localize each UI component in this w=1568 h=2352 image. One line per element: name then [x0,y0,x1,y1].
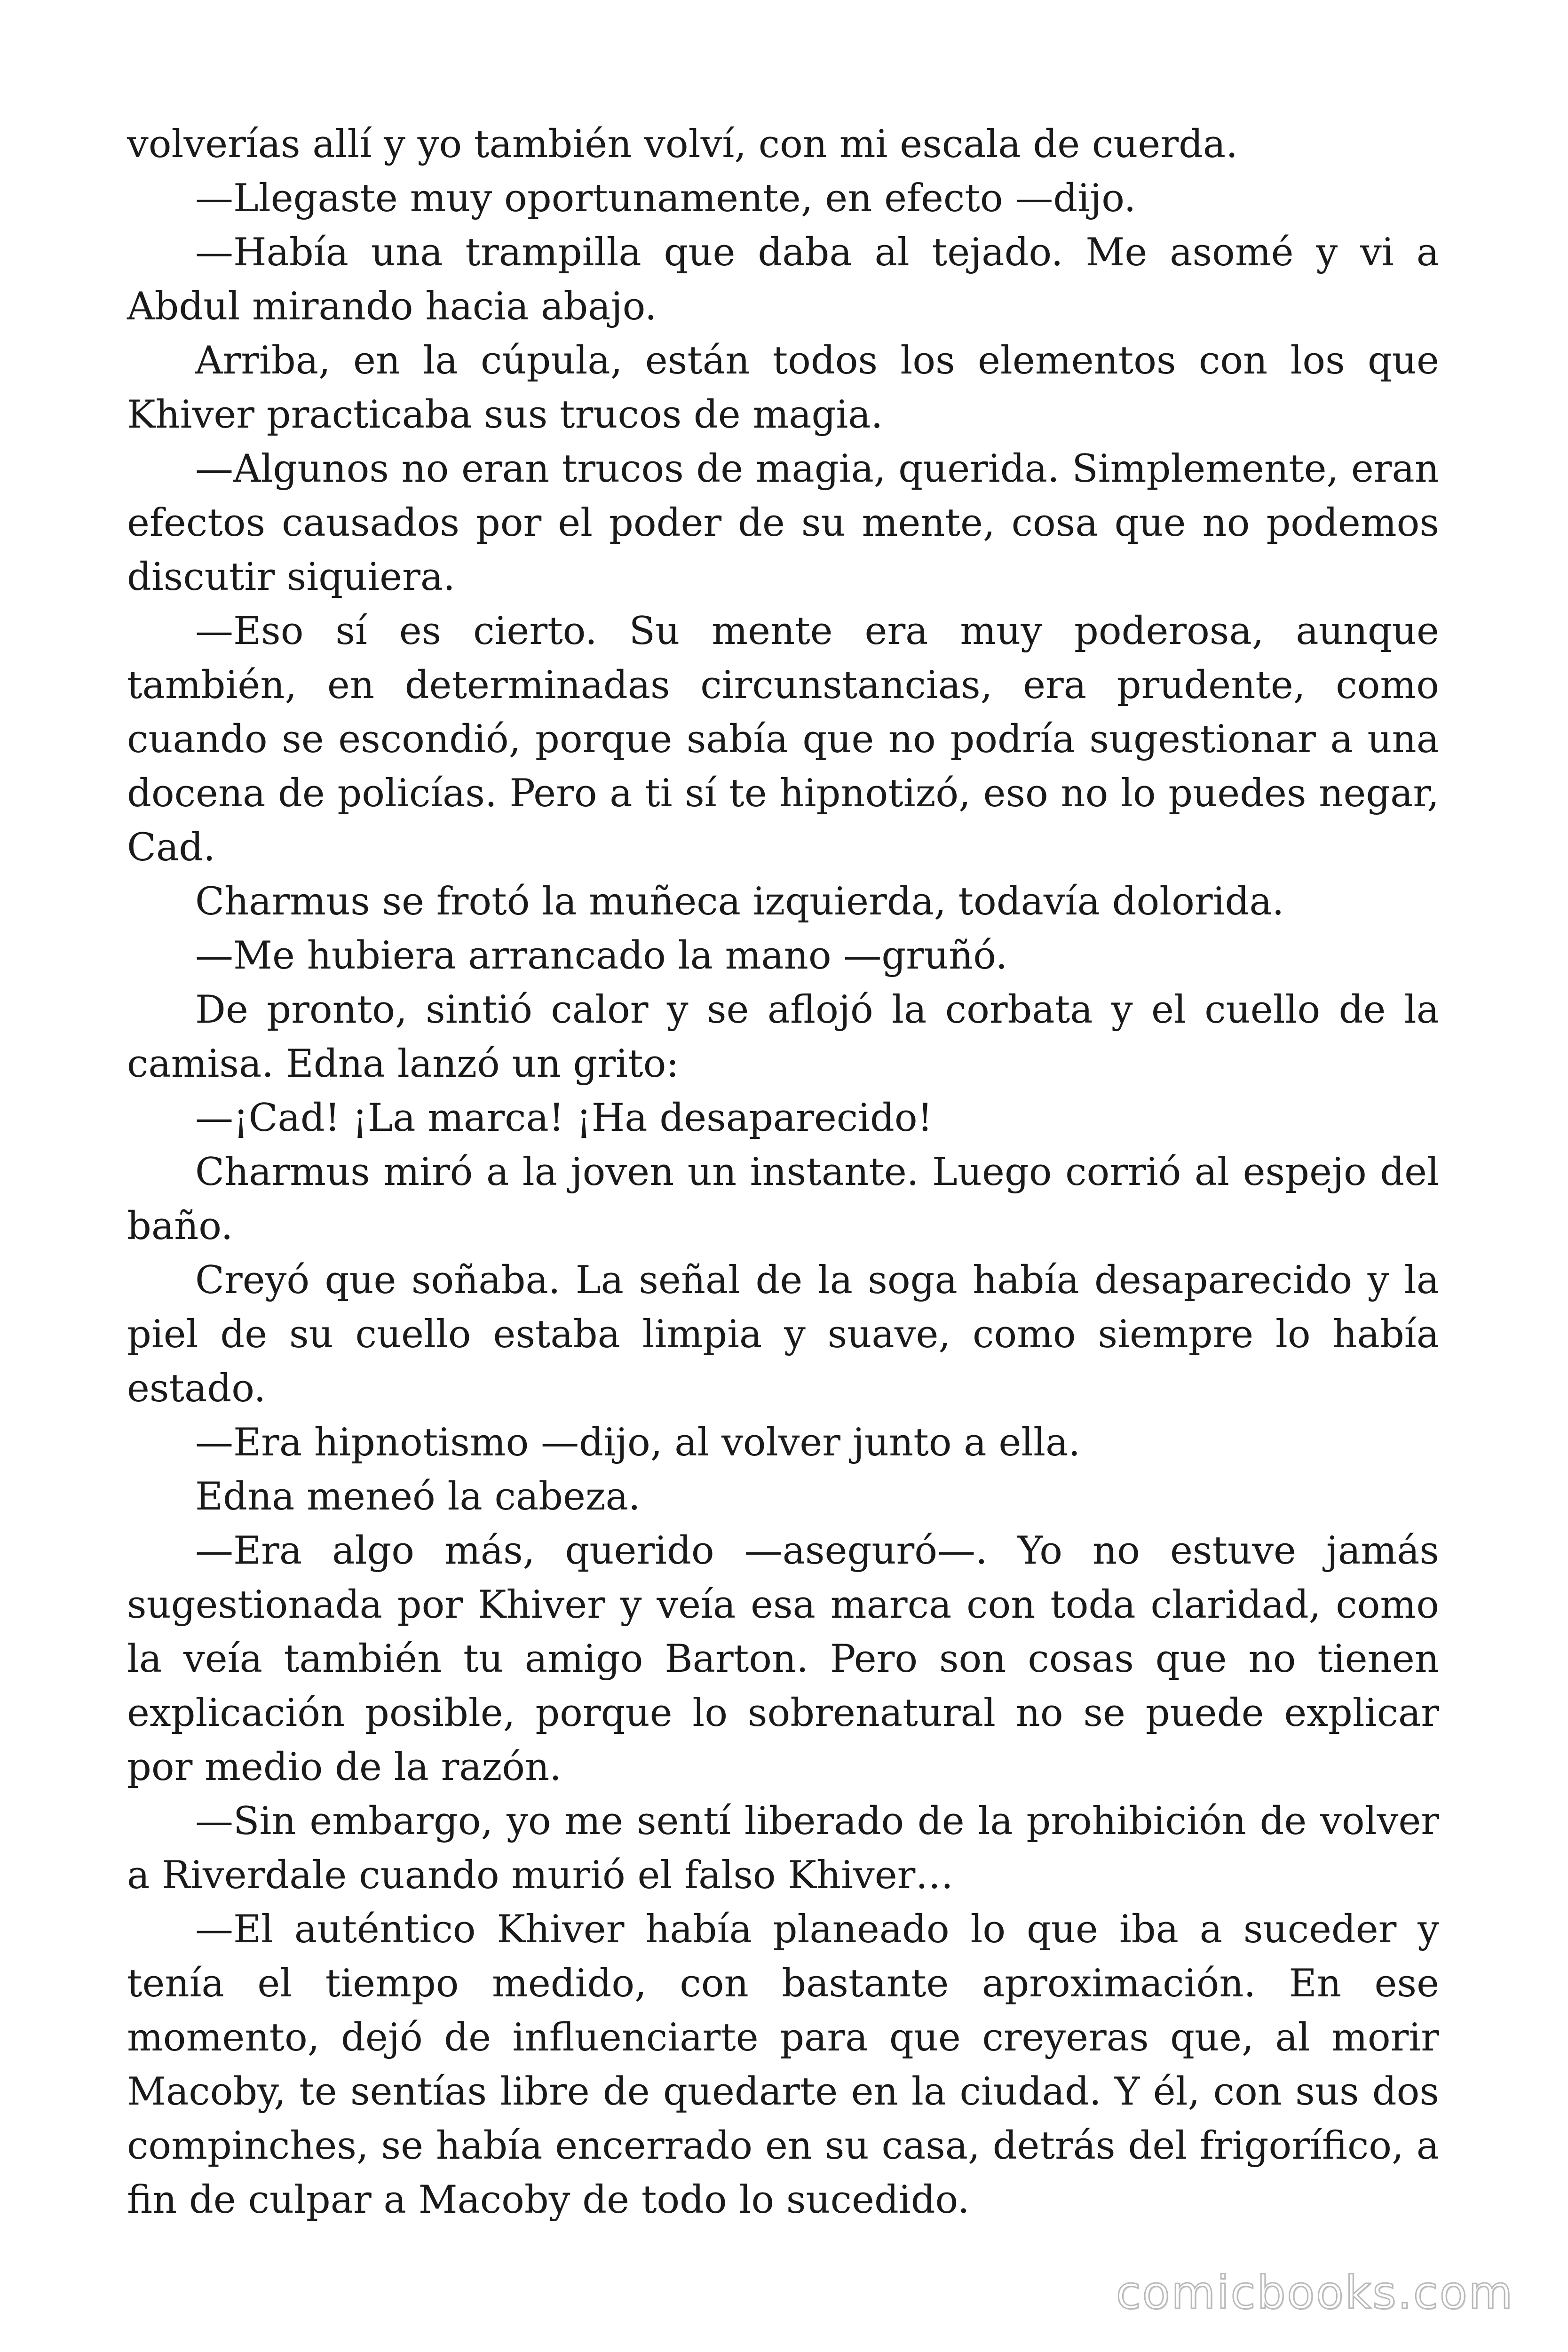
paragraph: —Algunos no eran trucos de magia, querida. Simplemente, eran efectos causados por el poder de su mente, cosa que no podemos discutir siquiera. [127,447,1439,599]
paragraph: Arriba, en la cúpula, están todos los elementos con los que Khiver practicaba sus trucos de magia. [127,339,1439,437]
paragraph: Charmus miró a la joven un instante. Luego corrió al espejo del baño. [127,1150,1439,1248]
paragraph: —¡Cad! ¡La marca! ¡Ha desaparecido! [195,1096,933,1140]
body-text [127,118,1439,2227]
paragraph: —El auténtico Khiver había planeado lo que iba a suceder y tenía el tiempo medido, con bastante aproximación. En ese momento, dejó de influenciarte para que creyeras que, al morir Macoby, te sentías libre de quedarte en la ciudad. Y él, con sus dos compinches, se había encerrado en su casa, detrás del frigorífico, a fin de culpar a Macoby de todo lo sucedido. [127,1907,1439,2222]
paragraph: —Era algo más, querido —aseguró—. Yo no estuve jamás sugestionada por Khiver y veía esa marca con toda claridad, como la veía también tu amigo Barton. Pero son cosas que no tienen explicación posible, porque lo sobrenatural no se puede explicar por medio de la razón. [127,1529,1439,1789]
paragraph: —Eso sí es cierto. Su mente era muy poderosa, aunque también, en determinadas circunstancias, era prudente, como cuando se escondió, porque sabía que no podría sugestionar a una docena de policías. Pero a ti sí te hipnotizó, eso no lo puedes negar, Cad. [127,609,1439,870]
paragraph: Creyó que soñaba. La señal de la soga había desaparecido y la piel de su cuello estaba limpia y suave, como siempre lo había estado. [127,1258,1439,1411]
paragraph: De pronto, sintió calor y se aflojó la corbata y el cuello de la camisa. Edna lanzó un grito: [127,988,1439,1086]
watermark: comicbooks.com [1116,2266,1514,2319]
paragraph: —Era hipnotismo —dijo, al volver junto a ella. [195,1421,1081,1465]
paragraph: —Me hubiera arrancado la mano —gruñó. [195,934,1008,978]
paragraph: volverías allí y yo también volví, con mi escala de cuerda. [127,122,1238,167]
paragraph: —Sin embargo, yo me sentí liberado de la prohibición de volver a Riverdale cuando murió el falso Khiver… [127,1799,1439,1898]
paragraph: Charmus se frotó la muñeca izquierda, todavía dolorida. [195,880,1284,924]
paragraph: —Había una trampilla que daba al tejado. Me asomé y vi a Abdul mirando hacia abajo. [127,230,1439,329]
paragraph: Edna meneó la cabeza. [195,1475,641,1519]
paragraph: —Llegaste muy oportunamente, en efecto —dijo. [195,176,1136,221]
